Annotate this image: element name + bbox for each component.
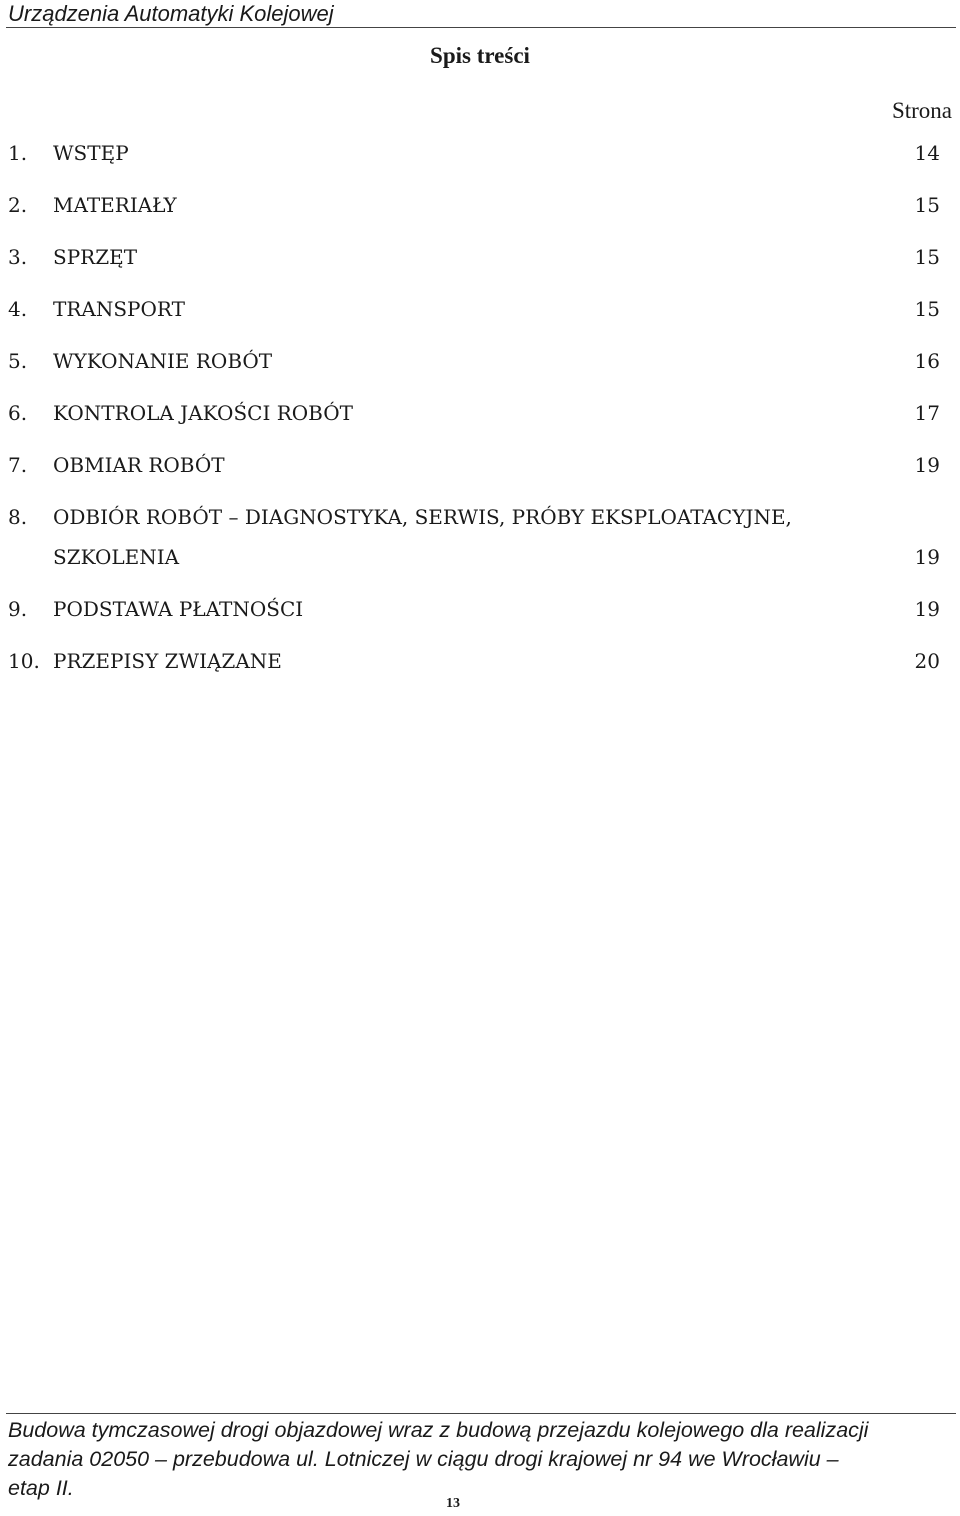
toc-entry-number: 7. bbox=[8, 453, 28, 477]
toc-entry-title: MATERIAŁY bbox=[53, 193, 177, 217]
toc-entry-number: 8. bbox=[8, 505, 28, 529]
toc-entry-page: 19 bbox=[914, 545, 940, 569]
page-footer bbox=[6, 1413, 956, 1503]
toc-entry-number: 3. bbox=[8, 245, 28, 269]
toc-entry-title: KONTROLA JAKOŚCI ROBÓT bbox=[53, 401, 353, 425]
toc-entry-title: OBMIAR ROBÓT bbox=[53, 453, 225, 477]
toc-entry-number: 4. bbox=[8, 297, 28, 321]
toc-entry-title: TRANSPORT bbox=[53, 297, 185, 321]
toc-entry-title: WYKONANIE ROBÓT bbox=[53, 349, 273, 373]
toc-entry-page: 19 bbox=[914, 453, 940, 477]
toc-entry-page: 15 bbox=[914, 193, 940, 217]
toc-entry-title: PODSTAWA PŁATNOŚCI bbox=[53, 597, 304, 621]
toc-entry-number: 1. bbox=[8, 141, 28, 165]
toc-entry-title-continued: SZKOLENIA bbox=[53, 545, 180, 569]
toc-entry-number: 9. bbox=[8, 597, 28, 621]
toc-entry-page: 15 bbox=[914, 245, 940, 269]
toc-entry-title: SPRZĘT bbox=[53, 245, 138, 269]
toc-entry-title: PRZEPISY ZWIĄZANE bbox=[53, 649, 282, 673]
toc-entry-page: 14 bbox=[914, 141, 940, 165]
toc-entry-page: 19 bbox=[914, 597, 940, 621]
footer-line: Budowa tymczasowej drogi objazdowej wraz z budową przejazdu kolejowego dla realizacji bbox=[8, 1418, 869, 1442]
toc-entry-page: 16 bbox=[914, 349, 940, 373]
toc-entry-title: WSTĘP bbox=[53, 141, 129, 165]
toc-entry-number: 5. bbox=[8, 349, 28, 373]
footer-line: etap II. bbox=[8, 1476, 74, 1500]
page-header bbox=[6, 0, 956, 28]
toc-entry-number: 2. bbox=[8, 193, 28, 217]
page-column-label: Strona bbox=[891, 98, 952, 123]
toc-entry-number: 10. bbox=[8, 649, 40, 673]
toc-entry-number: 6. bbox=[8, 401, 28, 425]
toc-entry-title: ODBIÓR ROBÓT – DIAGNOSTYKA, SERWIS, PRÓBY EKSPLOATACYJNE, bbox=[53, 505, 792, 529]
toc-entry-page: 20 bbox=[914, 649, 940, 673]
toc-entry-page: 15 bbox=[914, 297, 940, 321]
toc-entry-page: 17 bbox=[914, 401, 940, 425]
footer-line: zadania 02050 – przebudowa ul. Lotniczej w ciągu drogi krajowej nr 94 we Wrocławiu – bbox=[8, 1447, 839, 1471]
header-title: Urządzenia Automatyki Kolejowej bbox=[8, 1, 334, 26]
footer-text bbox=[6, 1414, 956, 1503]
toc-heading: Spis treści bbox=[430, 43, 530, 68]
page-number: 13 bbox=[446, 1496, 460, 1511]
